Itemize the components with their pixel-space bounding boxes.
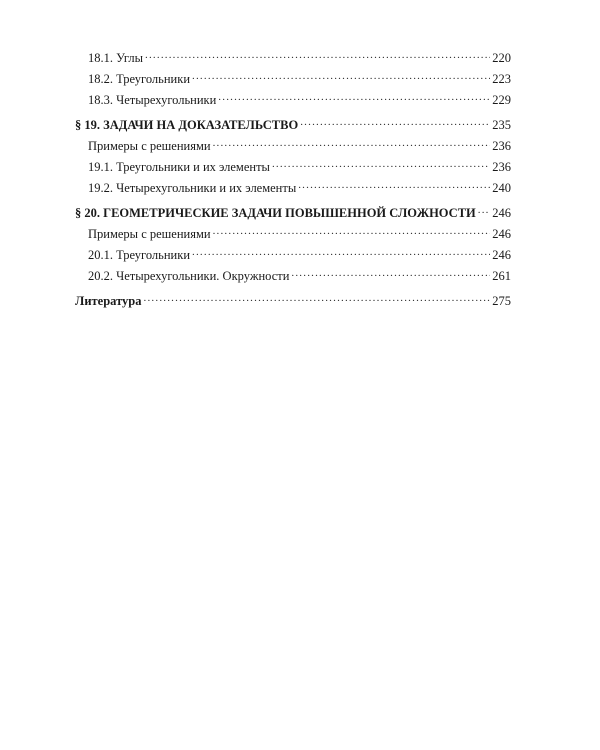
toc-literature-title: Литература (75, 294, 142, 308)
toc-dot-leader (291, 266, 490, 280)
toc-entry-title: 18.1. Углы (88, 51, 144, 65)
toc-dot-leader (192, 69, 490, 83)
toc-dot-leader (218, 90, 490, 104)
toc-section-entry (75, 115, 511, 136)
table-of-contents (75, 48, 511, 312)
toc-entry-page: 235 (492, 118, 511, 132)
toc-entry (75, 48, 511, 69)
toc-entry-page: 223 (492, 72, 511, 86)
toc-dot-leader (145, 48, 490, 62)
toc-entry-page: 246 (492, 206, 511, 220)
toc-entry (75, 178, 511, 199)
toc-entry-title: 20.2. Четырехугольники. Окружности (88, 269, 290, 283)
toc-entry (75, 266, 511, 287)
toc-entry-title: Примеры с решениями (88, 139, 211, 153)
toc-dot-leader (298, 178, 490, 192)
toc-section-title: § 20. ГЕОМЕТРИЧЕСКИЕ ЗАДАЧИ ПОВЫШЕННОЙ СЛОЖНОСТИ (75, 206, 476, 220)
toc-entry-page: 229 (492, 93, 511, 107)
toc-dot-leader (300, 115, 490, 129)
toc-section-entry (75, 203, 511, 224)
toc-dot-leader (192, 245, 490, 259)
toc-entry (75, 136, 511, 157)
toc-dot-leader (272, 157, 490, 171)
toc-entry-page: 220 (492, 51, 511, 65)
toc-literature-entry (75, 291, 511, 312)
toc-dot-leader (478, 203, 490, 217)
toc-entry-title: 18.3. Четырехугольники (88, 93, 217, 107)
toc-section-title: § 19. ЗАДАЧИ НА ДОКАЗАТЕЛЬСТВО (75, 118, 299, 132)
toc-entry (75, 69, 511, 90)
toc-entry-page: 246 (492, 227, 511, 241)
toc-dot-leader (213, 136, 491, 150)
toc-entry-page: 261 (492, 269, 511, 283)
toc-entry (75, 245, 511, 266)
toc-entry-page: 236 (492, 160, 511, 174)
toc-entry-page: 275 (492, 294, 511, 308)
toc-entry-title: 20.1. Треугольники (88, 248, 191, 262)
toc-entry (75, 90, 511, 111)
toc-entry (75, 157, 511, 178)
toc-entry-page: 236 (492, 139, 511, 153)
toc-entry-title: Примеры с решениями (88, 227, 211, 241)
toc-entry-page: 240 (492, 181, 511, 195)
toc-entry-title: 19.1. Треугольники и их элементы (88, 160, 270, 174)
toc-dot-leader (144, 291, 491, 305)
toc-dot-leader (213, 224, 491, 238)
toc-entry-title: 19.2. Четырехугольники и их элементы (88, 181, 297, 195)
toc-entry (75, 224, 511, 245)
toc-entry-page: 246 (492, 248, 511, 262)
toc-entry-title: 18.2. Треугольники (88, 72, 191, 86)
